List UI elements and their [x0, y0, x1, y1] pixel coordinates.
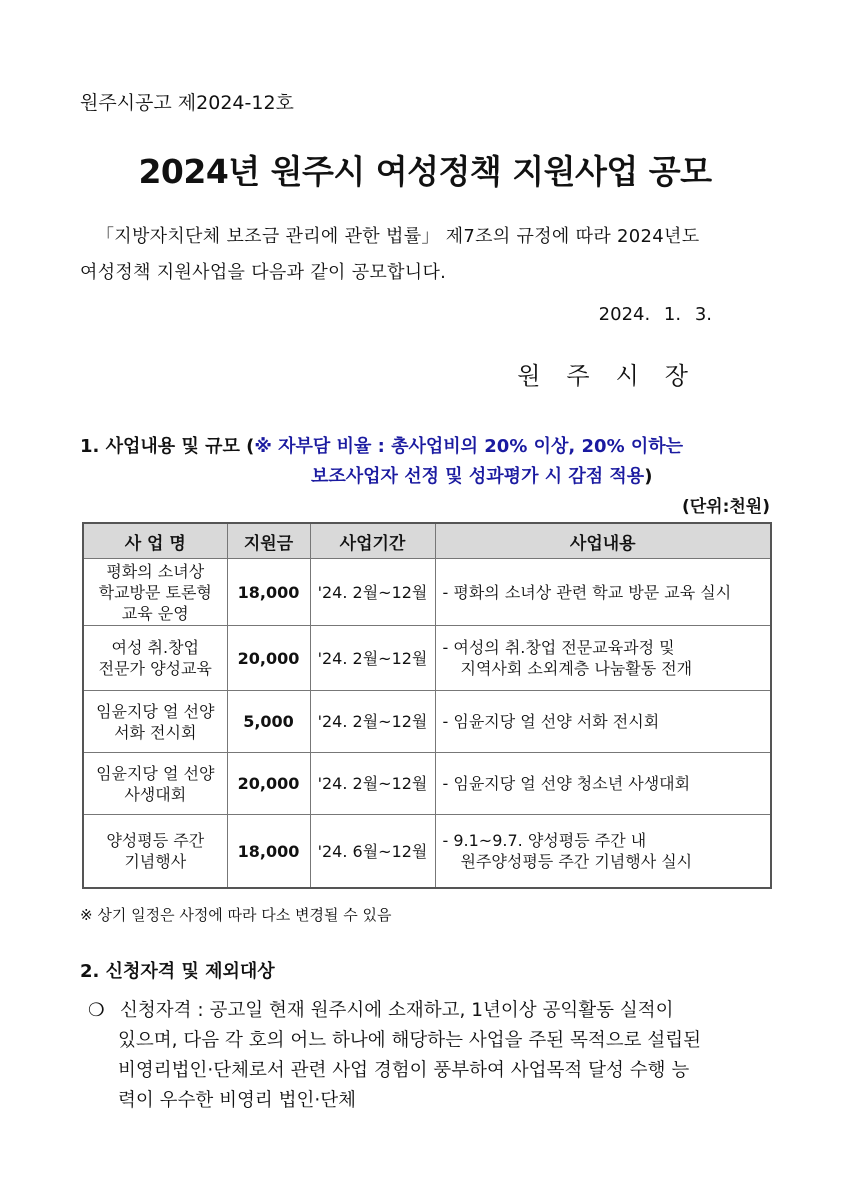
program-content-line: - 임윤지당 얼 선양 서화 전시회	[442, 712, 660, 731]
section-1-heading	[80, 432, 683, 458]
program-name	[83, 691, 227, 753]
table-row	[83, 626, 771, 691]
program-content	[435, 753, 771, 815]
program-content	[435, 691, 771, 753]
notice-number: 원주시공고 제2024-12호	[80, 92, 294, 114]
program-name-line: 기념행사	[124, 852, 187, 871]
table-row	[83, 815, 771, 889]
program-amount: 18,000	[227, 815, 310, 889]
program-name-line: 사생대회	[124, 784, 187, 804]
program-content-line: - 여성의 취.창업 전문교육과정 및	[442, 638, 675, 657]
program-name	[83, 626, 227, 691]
program-name	[83, 815, 227, 889]
program-period: '24. 2월~12월	[310, 753, 435, 815]
table-row	[83, 559, 771, 626]
program-table	[82, 522, 772, 889]
program-content	[435, 559, 771, 626]
program-content	[435, 815, 771, 889]
self-pay-note-line-2-wrap	[311, 462, 652, 488]
program-content-line: - 평화의 소녀상 관련 학교 방문 교육 실시	[442, 582, 732, 602]
self-pay-note-line-2: 보조사업자 선정 및 성과평가 시 감점 적용	[311, 466, 645, 487]
header-amount: 지원금	[227, 523, 310, 559]
program-name	[83, 753, 227, 815]
table-row	[83, 691, 771, 753]
program-content-line: 원주양성평등 주간 기념행사 실시	[460, 852, 693, 871]
eligibility-line: 있으며, 다음 각 호의 어느 하나에 해당하는 사업을 주된 목적으로 설립된	[118, 1030, 701, 1051]
program-amount: 20,000	[227, 626, 310, 691]
program-name-line: 교육 운영	[121, 603, 189, 623]
program-name-line: 서화 전시회	[114, 722, 197, 742]
program-name-line: 평화의 소녀상	[106, 561, 205, 581]
header-name: 사 업 명	[83, 523, 227, 559]
program-name-line: 학교방문 토론형	[98, 582, 212, 602]
table-note: ※ 상기 일정은 사정에 따라 다소 변경될 수 있음	[80, 906, 392, 924]
header-content: 사업내용	[435, 523, 771, 559]
program-name-line: 여성 취.창업	[111, 638, 199, 657]
self-pay-note-line-1: ※ 자부담 비율 : 총사업비의 20% 이상, 20% 이하는	[254, 436, 684, 457]
program-content	[435, 626, 771, 691]
program-content-line: - 9.1~9.7. 양성평등 주간 내	[442, 831, 647, 850]
table-header-row	[83, 523, 771, 559]
program-name-line: 양성평등 주간	[106, 831, 205, 850]
page-title: 2024년 원주시 여성정책 지원사업 공모	[138, 152, 712, 191]
section-2-heading: 2. 신청자격 및 제외대상	[80, 961, 275, 982]
program-amount: 5,000	[227, 691, 310, 753]
table-row	[83, 753, 771, 815]
intro-line-1: 「지방자치단체 보조금 관리에 관한 법률」 제7조의 규정에 따라 2024년도	[96, 226, 700, 247]
note-close-paren: )	[644, 466, 653, 487]
program-period: '24. 6월~12월	[310, 815, 435, 889]
program-period: '24. 2월~12월	[310, 559, 435, 626]
issuer: 원주시장	[517, 362, 714, 390]
notice-date: 2024. 1. 3.	[598, 304, 712, 325]
intro-line-2: 여성정책 지원사업을 다음과 같이 공모합니다.	[80, 262, 447, 283]
unit-label: (단위:천원)	[681, 497, 770, 517]
section-1-title: 1. 사업내용 및 규모 (	[80, 436, 255, 457]
eligibility-paragraph	[88, 996, 788, 1116]
program-amount: 18,000	[227, 559, 310, 626]
program-content-line: - 임윤지당 얼 선양 청소년 사생대회	[442, 774, 691, 793]
program-content-line: 지역사회 소외계층 나눔활동 전개	[460, 659, 693, 678]
program-name-line: 임윤지당 얼 선양	[96, 701, 215, 721]
circle-bullet-icon: ❍	[88, 1000, 105, 1021]
program-name	[83, 559, 227, 626]
eligibility-line: 비영리법인·단체로서 관련 사업 경험이 풍부하여 사업목적 달성 수행 능	[118, 1060, 690, 1081]
program-period: '24. 2월~12월	[310, 626, 435, 691]
eligibility-line: 력이 우수한 비영리 법인·단체	[118, 1090, 356, 1111]
program-amount: 20,000	[227, 753, 310, 815]
program-name-line: 임윤지당 얼 선양	[96, 763, 215, 783]
program-period: '24. 2월~12월	[310, 691, 435, 753]
eligibility-line: 신청자격 : 공고일 현재 원주시에 소재하고, 1년이상 공익활동 실적이	[120, 1000, 674, 1021]
header-period: 사업기간	[310, 523, 435, 559]
program-name-line: 전문가 양성교육	[98, 659, 212, 678]
